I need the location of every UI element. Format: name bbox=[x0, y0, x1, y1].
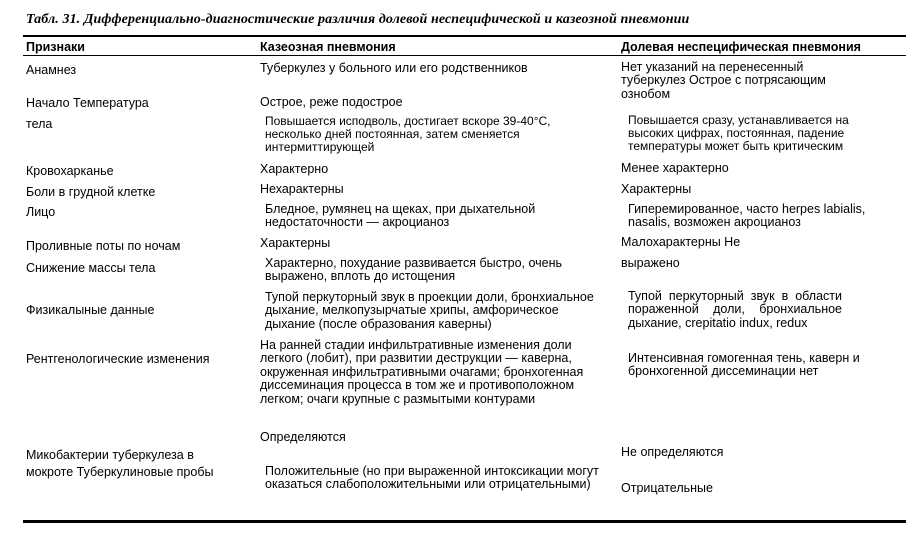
row-lobar-anamnesis: Нет указаний на перенесенный туберкулез Острое с потрясающим ознобом bbox=[621, 60, 826, 101]
row-label-weight-loss: Снижение массы тела bbox=[26, 261, 156, 275]
table-title: Табл. 31. Дифференциально-диагностические различия долевой неспецифической и казеозной пневмонии bbox=[26, 12, 690, 27]
row-lobar-temperature: Повышается сразу, устанавливается на высоких цифрах, постоянная, падение температуры может быть критическим bbox=[628, 113, 849, 153]
header-rule bbox=[23, 55, 906, 56]
row-label-hemoptysis: Кровохарканье bbox=[26, 164, 114, 178]
header-criteria: Признаки bbox=[26, 40, 85, 54]
row-label-temperature: тела bbox=[26, 117, 53, 131]
row-caseous-chest-pain: Нехарактерны bbox=[260, 182, 344, 196]
row-caseous-physical-findings: Тупой перкуторный звук в проекции доли, бронхиальное дыхание, мелкопузырчатые хрипы, амфорическое дыхание (после образования каверны) bbox=[265, 290, 594, 331]
row-lobar-xray: Интенсивная гомогенная тень, каверн и бронхогенной диссеминации нет bbox=[628, 351, 860, 379]
row-caseous-face: Бледное, румянец на щеках, при дыхательной недостаточности — акроцианоз bbox=[265, 202, 536, 230]
row-lobar-hemoptysis: Менее характерно bbox=[621, 161, 729, 175]
row-caseous-xray: На ранней стадии инфильтративные изменения доли легкого (лобит), при развитии деструкции — каверна, окруженная инфильтративными очагами; бронхогенная диссеминация процесса в том же и противоположном легком; очаги крупные с размытыми контурами bbox=[260, 338, 584, 406]
row-label-mycobacteria: Микобактерии туберкулеза в мокроте Туберкулиновые пробы bbox=[26, 448, 214, 479]
row-lobar-night-sweats: Малохарактерны Не bbox=[621, 235, 741, 249]
top-rule bbox=[23, 35, 906, 37]
row-lobar-face: Гиперемированное, часто herpes labialis, nasalis, возможен акроцианоз bbox=[628, 202, 866, 230]
row-label-physical-findings: Физикалыные данные bbox=[26, 303, 155, 317]
row-lobar-weight-loss: выражено bbox=[621, 256, 680, 270]
row-caseous-onset: Острое, реже подострое bbox=[260, 95, 403, 109]
row-caseous-anamnesis: Туберкулез у больного или его родственников bbox=[260, 61, 528, 75]
row-caseous-hemoptysis: Характерно bbox=[260, 162, 329, 176]
row-lobar-mycobacteria: Не определяются bbox=[621, 445, 724, 459]
row-label-anamnesis: Анамнез bbox=[26, 63, 77, 77]
row-caseous-weight-loss: Характерно, похудание развивается быстро, очень выражено, вплоть до истощения bbox=[265, 256, 563, 284]
row-label-night-sweats: Проливные поты по ночам bbox=[26, 239, 181, 253]
row-caseous-night-sweats: Характерны bbox=[260, 236, 331, 250]
header-caseous: Казеозная пневмония bbox=[260, 40, 396, 54]
row-label-face: Лицо bbox=[26, 205, 56, 219]
row-caseous-temperature: Повышается исподволь, достигает вскоре 39-40°С, несколько дней постоянная, затем сменяется интермиттирующей bbox=[265, 114, 551, 154]
row-caseous-tuberculin: Положительные (но при выраженной интоксикации могут оказаться слабоположительными или отрицательными) bbox=[265, 464, 599, 492]
row-lobar-physical-findings: Тупой перкуторный звук в области пораженной доли, бронхиальное дыхание, crepitatio indux, redux bbox=[628, 289, 842, 330]
header-lobar: Долевая неспецифическая пневмония bbox=[621, 40, 861, 54]
row-caseous-mycobacteria: Определяются bbox=[260, 430, 346, 444]
row-lobar-chest-pain: Характерны bbox=[621, 182, 692, 196]
row-lobar-tuberculin: Отрицательные bbox=[621, 481, 713, 495]
row-label-xray: Рентгенологические изменения bbox=[26, 352, 210, 366]
row-label-onset: Начало Температура bbox=[26, 96, 149, 110]
row-label-chest-pain: Боли в грудной клетке bbox=[26, 185, 156, 199]
bottom-rule bbox=[23, 520, 906, 523]
